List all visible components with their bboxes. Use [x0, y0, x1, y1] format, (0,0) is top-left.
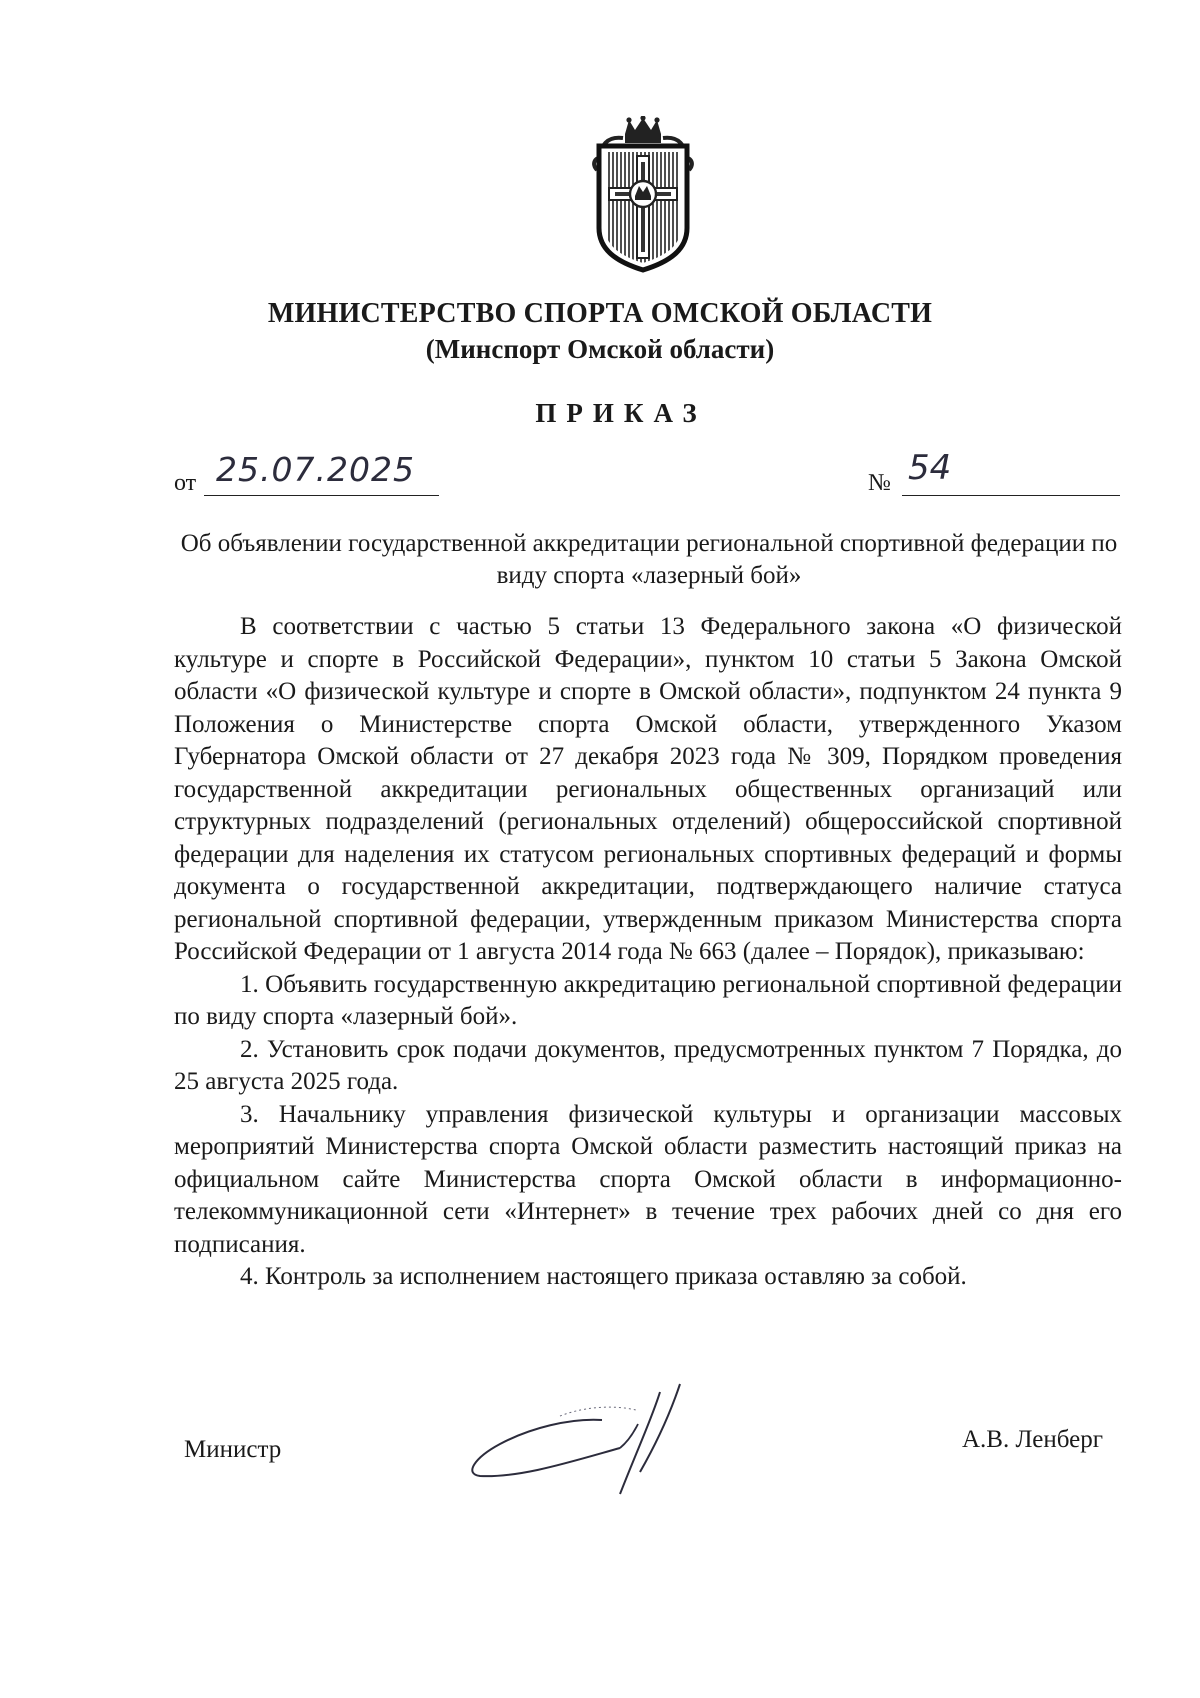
date-handwritten: 25.07.2025	[216, 450, 415, 489]
number-underline	[902, 495, 1120, 496]
date-underline	[204, 495, 439, 496]
document-body	[174, 611, 1122, 1294]
preamble-paragraph: В соответствии с частью 5 статьи 13 Федерального закона «О физической культуре и спорте в Российской Федерации», пунктом 10 статьи 5 Закона Омской области «О физической культуре и спорте в Омской области», подпунктом 24 пункта 9 Положения о Министерстве спорта Омской области, утвержденного Указом Губернатора Омской области от 27 декабря 2023 года № 309, Порядком проведения государственной аккредитации региональных общественных организаций или структурных подразделений (региональных отделений) общероссийской спортивной федерации для наделения их статусом региональных спортивных федераций и формы документа о государственной аккредитации, подтверждающего наличие статуса региональной спортивной федерации, утвержденным приказом Министерства спорта Российской Федерации от 1 августа 2014 года № 663 (далее – Порядок), приказываю:	[174, 613, 1122, 965]
signatory-name: А.В. Ленберг	[962, 1426, 1103, 1453]
document-type: ПРИКАЗ	[535, 398, 707, 428]
coat-of-arms-icon	[585, 116, 701, 274]
order-item-4: 4. Контроль за исполнением настоящего приказа оставляю за собой.	[240, 1263, 967, 1290]
number-handwritten: 54	[908, 448, 952, 488]
handwritten-signature-icon	[460, 1378, 720, 1498]
date-prefix: от	[174, 470, 197, 496]
ministry-name: МИНИСТЕРСТВО СПОРТА ОМСКОЙ ОБЛАСТИ	[267, 298, 933, 329]
order-item-1: 1. Объявить государственную аккредитацию региональной спортивной федерации по виду спорта «лазерный бой».	[174, 970, 1122, 1030]
signatory-title: Министр	[184, 1436, 282, 1463]
document-subject: Об объявлении государственной аккредитации региональной спортивной федерации по виду спорта «лазерный бой»	[180, 530, 1118, 589]
number-prefix: №	[868, 470, 891, 496]
order-item-2: 2. Установить срок подачи документов, предусмотренных пунктом 7 Порядка, до 25 августа 2025 года.	[174, 1035, 1122, 1095]
order-item-3: 3. Начальнику управления физической культуры и организации массовых мероприятий Министерства спорта Омской области разместить настоящий приказ на официальном сайте Министерства спорта Омской области в информационно-телекоммуникационной сети «Интернет» в течение трех рабочих дней со дня его подписания.	[174, 1100, 1122, 1258]
ministry-short-name: (Минспорт Омской области)	[425, 334, 775, 364]
